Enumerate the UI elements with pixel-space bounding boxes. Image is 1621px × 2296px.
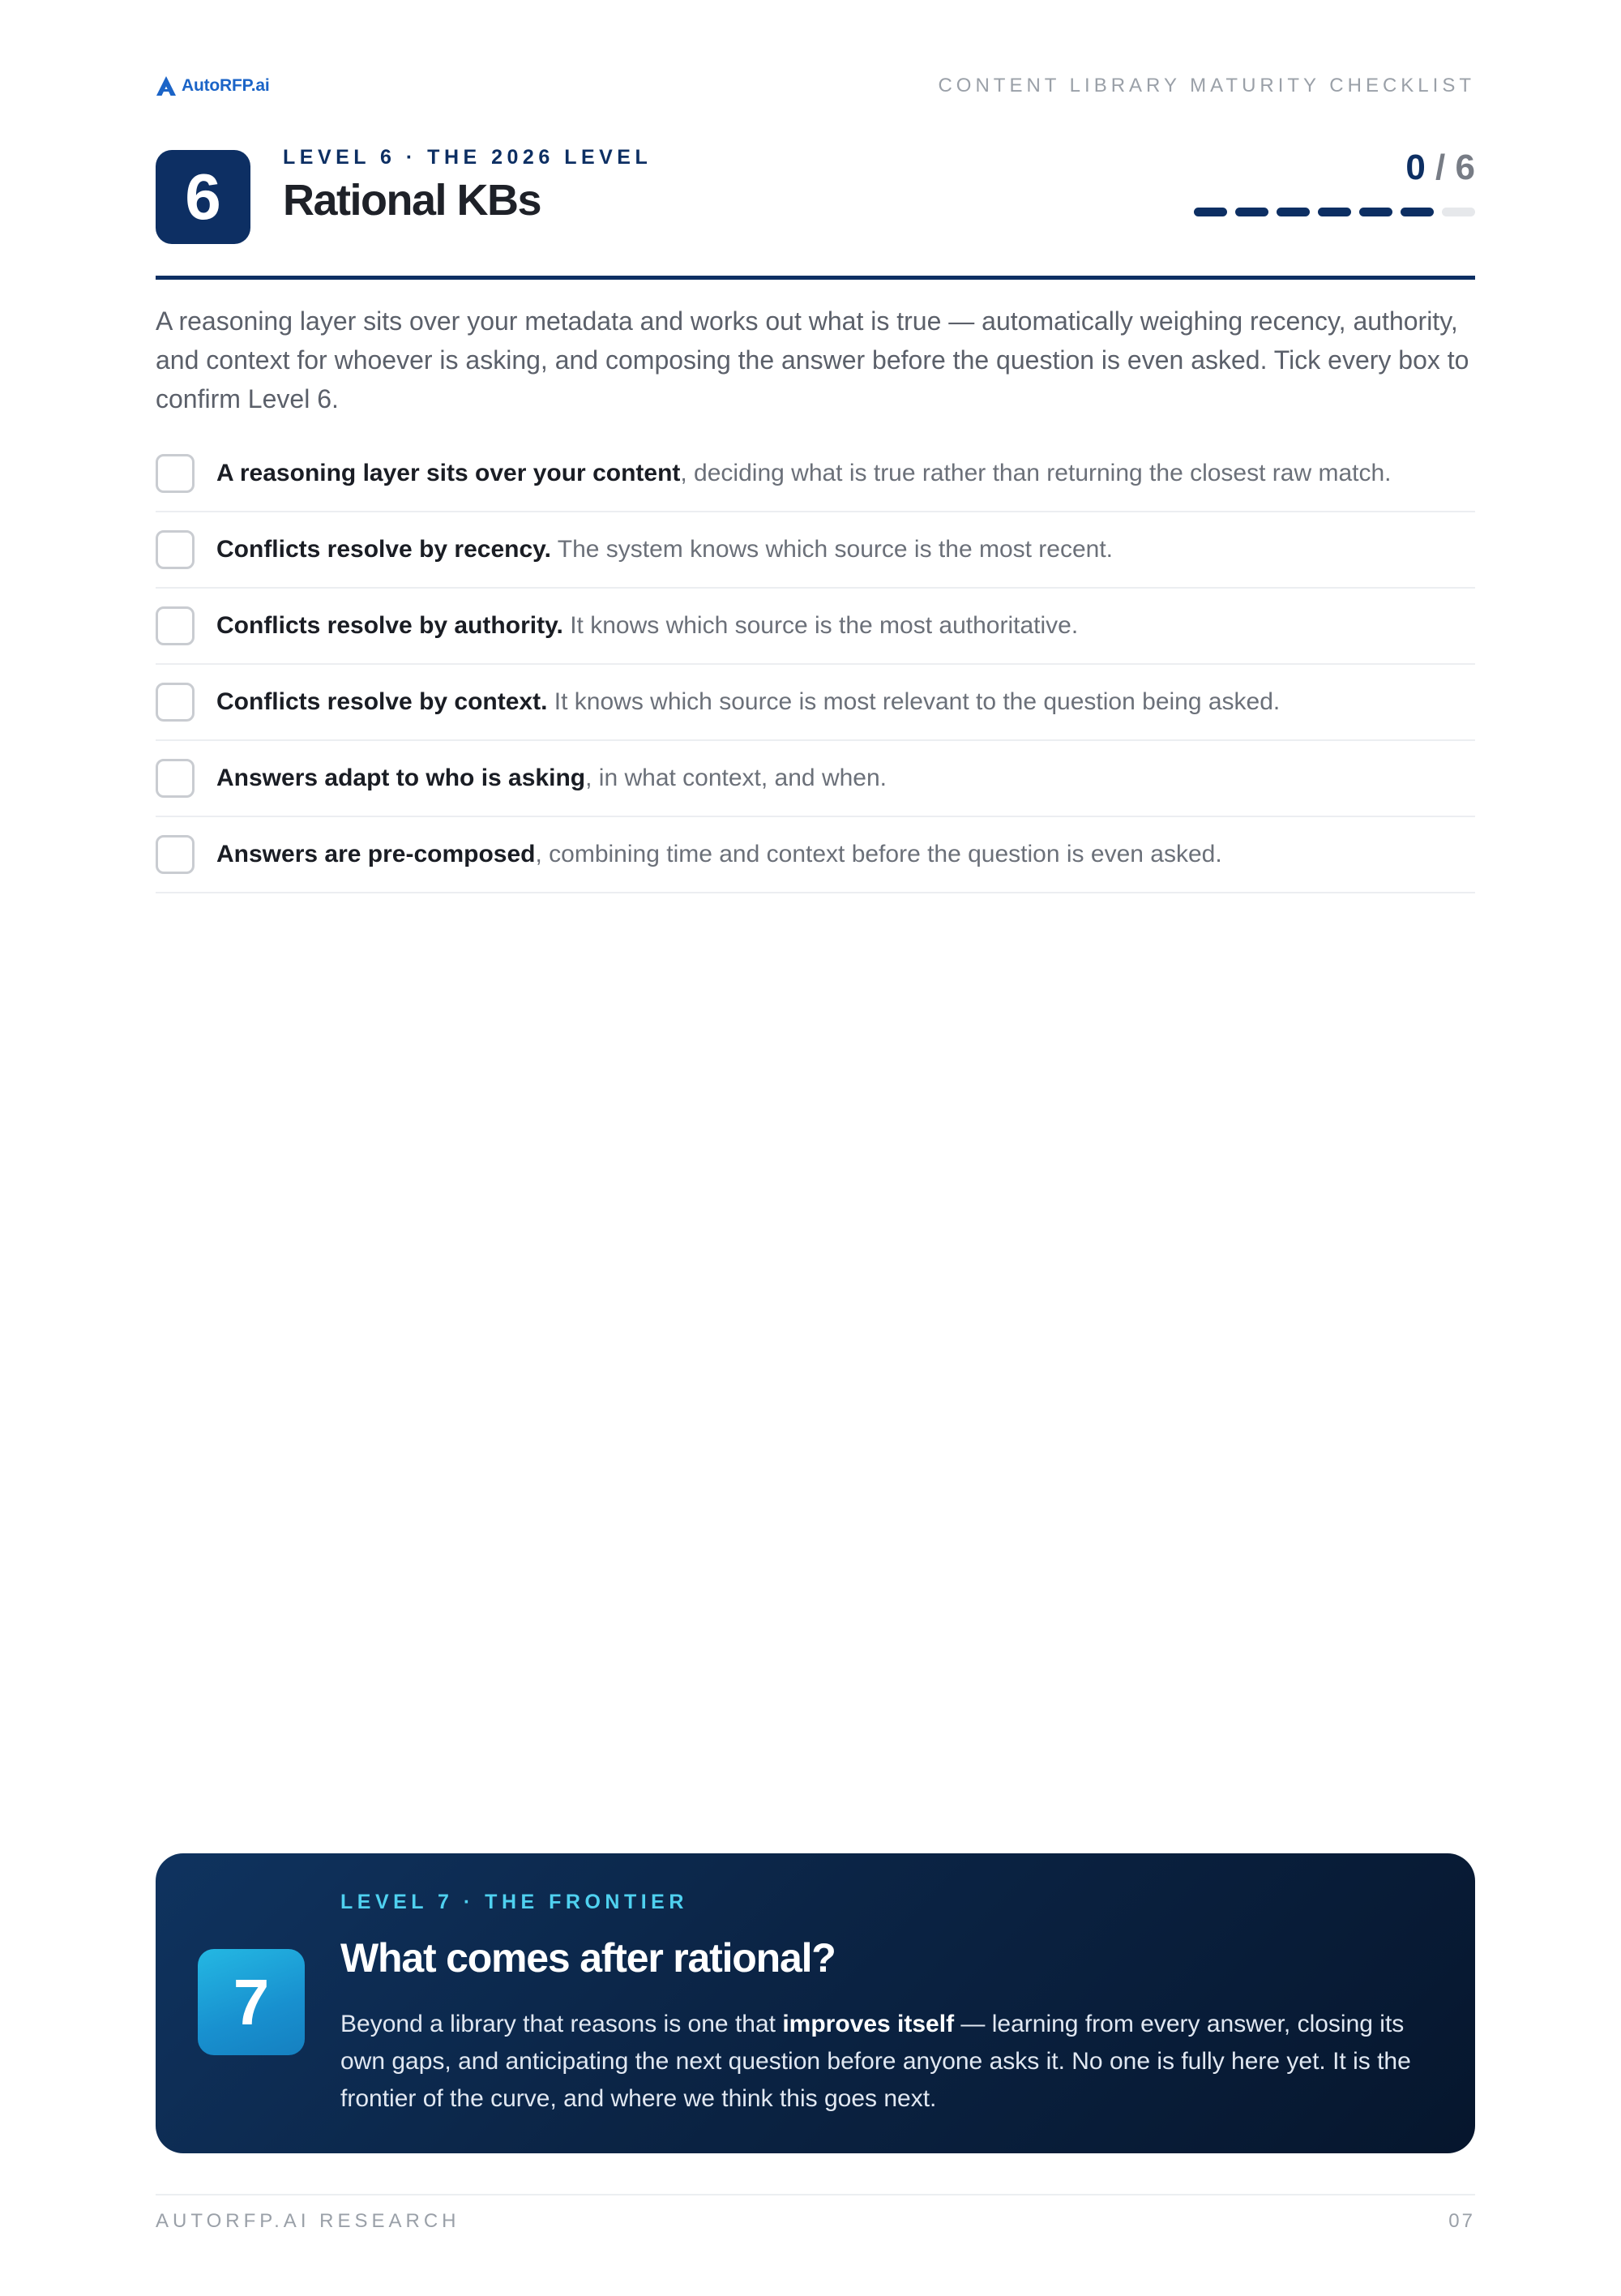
checkbox[interactable] <box>156 530 195 569</box>
page-number: 07 <box>1448 2210 1475 2232</box>
next-level-number-badge: 7 <box>198 1949 305 2055</box>
level-intro: A reasoning layer sits over your metadata and works out what is true — automatically weighing recency, authority, and context for whoever is asking, and composing the answer before the question is even asked. Tick every box to confirm Level 6. <box>156 306 1469 413</box>
next-level-card <box>156 1853 1475 2153</box>
next-level-title: What comes after rational? <box>340 1935 836 1981</box>
progress-segment-filled <box>1194 208 1227 216</box>
score-separator: / <box>1435 148 1446 187</box>
checkbox[interactable] <box>156 835 195 874</box>
autorfp-logo-icon <box>156 75 177 96</box>
page-header <box>156 70 1475 102</box>
checklist-item[interactable] <box>156 512 1475 589</box>
checklist-item-text <box>216 536 1113 563</box>
progress-segment-empty <box>1442 208 1475 216</box>
checklist-item-text <box>216 841 1222 868</box>
level-title: Rational KBs <box>283 176 541 225</box>
level-number-badge: 6 <box>156 150 250 244</box>
checklist-item-text <box>216 688 1280 716</box>
checklist-item-detail: , in what context, and when. <box>585 765 887 791</box>
footer-divider <box>156 2194 1475 2195</box>
next-level-body-before: Beyond a library that reasons is one that <box>340 2011 783 2037</box>
checklist-item-heading: Conflicts resolve by context. <box>216 688 548 715</box>
score-counter <box>1405 148 1475 188</box>
checklist-item-heading: Answers adapt to who is asking <box>216 765 586 791</box>
progress-bar <box>1194 208 1475 216</box>
checklist-item-detail: It knows which source is most relevant to the question being asked. <box>547 688 1281 715</box>
footer-label: AUTORFP.AI RESEARCH <box>156 2210 460 2232</box>
next-level-body-emphasis: improves itself <box>782 2011 955 2037</box>
progress-segment-filled <box>1235 208 1268 216</box>
next-level-eyebrow: LEVEL 7 · THE FRONTIER <box>340 1891 688 1913</box>
checkbox[interactable] <box>156 683 195 722</box>
checkbox[interactable] <box>156 606 195 645</box>
next-level-description <box>340 2006 1443 2118</box>
checklist-item[interactable] <box>156 817 1475 893</box>
checklist-item[interactable] <box>156 436 1475 512</box>
checklist-item-text <box>216 612 1078 640</box>
level-header <box>156 139 1475 246</box>
checklist-item-heading: Conflicts resolve by recency. <box>216 536 551 563</box>
checkbox[interactable] <box>156 759 195 798</box>
checklist-item-detail: , deciding what is true rather than returning the closest raw match. <box>680 460 1392 486</box>
progress-segment-filled <box>1277 208 1310 216</box>
checklist-item-detail: It knows which source is the most authoritative. <box>562 612 1079 639</box>
progress-segment-filled <box>1401 208 1434 216</box>
score-checked: 0 <box>1405 148 1426 187</box>
brand-logo <box>156 75 269 96</box>
checklist-item-text <box>216 460 1392 487</box>
checklist-item-heading: A reasoning layer sits over your content <box>216 460 681 486</box>
level-eyebrow: LEVEL 6 · THE 2026 LEVEL <box>283 146 652 169</box>
next-level-body-after: — learning from every answer, closing its own gaps, and anticipating the next question before anyone asks it. No one is fully here yet. It is the frontier of the curve, and where we think this goes next. <box>340 2011 1411 2112</box>
checklist-item-detail: , combining time and context before the question is even asked. <box>535 841 1222 867</box>
checkbox[interactable] <box>156 454 195 493</box>
progress-segment-filled <box>1359 208 1392 216</box>
checklist-item-heading: Conflicts resolve by authority. <box>216 612 563 639</box>
document-title: CONTENT LIBRARY MATURITY CHECKLIST <box>938 75 1475 96</box>
checklist <box>156 436 1475 893</box>
section-divider <box>156 276 1475 280</box>
progress-segment-filled <box>1318 208 1351 216</box>
score-total: 6 <box>1455 148 1475 187</box>
page-footer <box>156 2210 1475 2233</box>
checklist-item[interactable] <box>156 741 1475 817</box>
checklist-item[interactable] <box>156 665 1475 741</box>
checklist-item[interactable] <box>156 589 1475 665</box>
checklist-item-heading: Answers are pre-composed <box>216 841 536 867</box>
checklist-item-detail: The system knows which source is the most recent. <box>550 536 1114 563</box>
brand-name: AutoRFP.ai <box>182 76 270 95</box>
checklist-item-text <box>216 765 887 792</box>
